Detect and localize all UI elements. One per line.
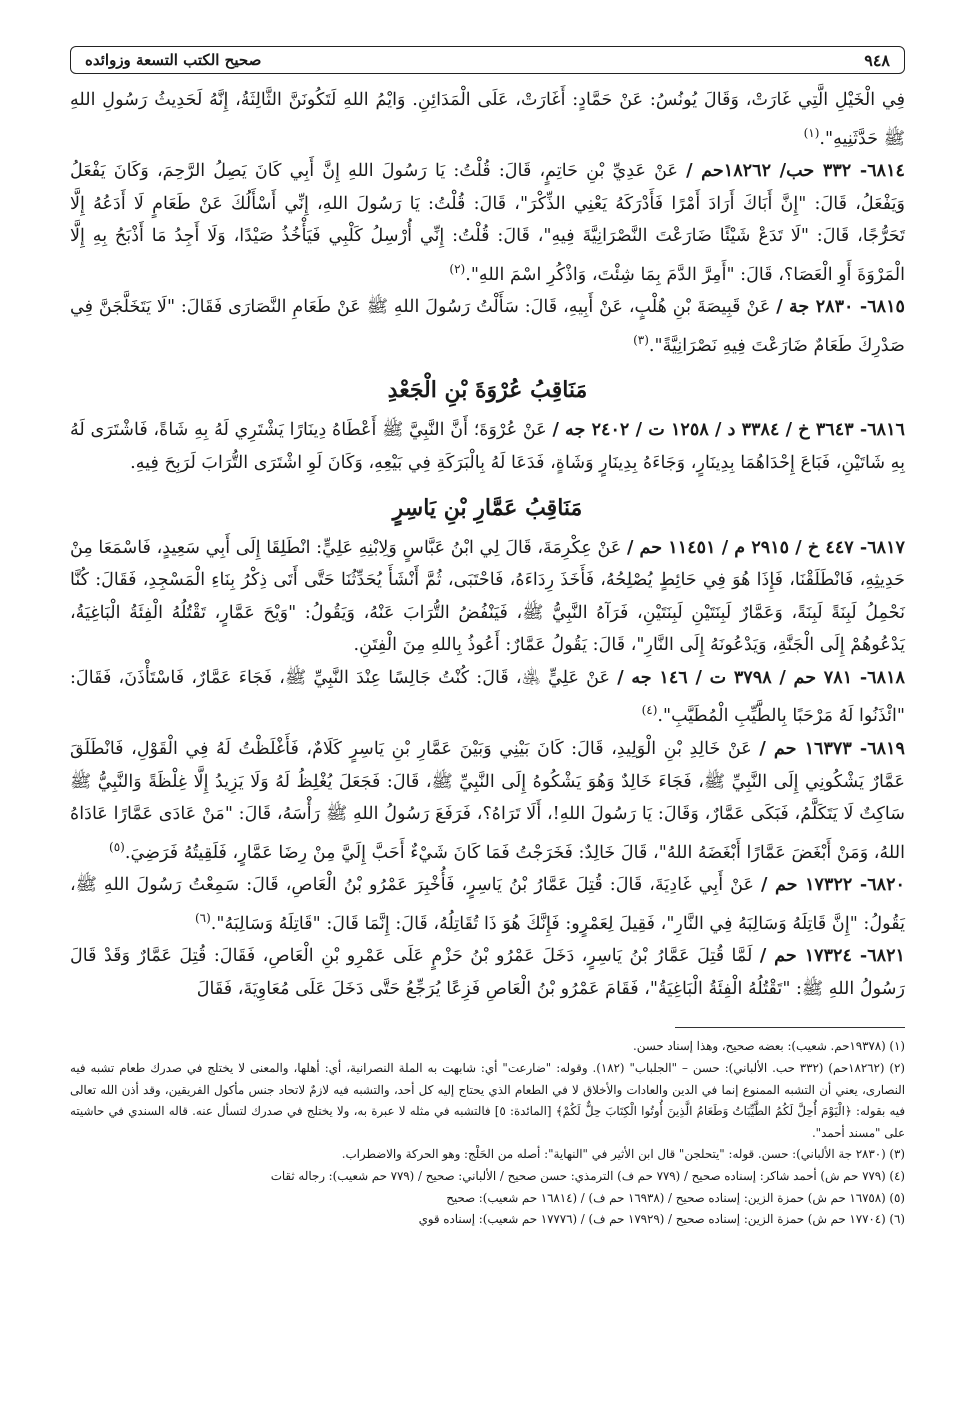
page — [70, 46, 905, 1231]
hadith-text: عَنْ أَبِي غَادِيَةَ، قَالَ: قُتِلَ عَمَّارُ بْنُ يَاسِرٍ، فَأُخْبِرَ عَمْرُو بْنُ الْعَاصِ، قَالَ: سَمِعْتُ رَسُولَ اللهِ ﷺ، يَقُولُ: "إِنَّ قَاتِلَهُ وَسَالِبَهُ فِي النَّارِ"، فَقِيلَ لِعَمْرٍو: فَإِنَّكَ هُوَ ذَا تُقَاتِلُهُ، قَالَ: إِنَّمَا قَالَ: "قَاتِلَهُ وَسَالِبَهُ". — [70, 875, 905, 934]
hadith-text: عَنْ عَلِيٍّ ﵁، قَالَ: كُنْتُ جَالِسًا عِنْدَ النَّبِيِّ ﷺ، فَجَاءَ عَمَّارٌ، فَاسْتَأْذَنَ، فَقَالَ: "ائْذَنُوا لَهُ مَرْحَبًا بِالطَّيِّبِ الْمُطَيَّبِ". — [70, 667, 905, 727]
hadith-text: عَنْ قَبِيصَةَ بْنِ هُلْبٍ، عَنْ أَبِيهِ، قَالَ: سَأَلْتُ رَسُولَ اللهِ ﷺ عَنْ طَعَامِ النَّصَارَى فَقَالَ: "لَا يَتَخَلَّجَنَّ فِي صَدْرِكَ طَعَامٌ ضَارَعْتَ فِيهِ نَصْرَانِيَّةً". — [70, 297, 905, 356]
hadith-6816 — [70, 414, 905, 479]
hadith-6814 — [70, 155, 905, 291]
hadith-number: ٦٨١٨- ٧٨١ حم / ٣٧٩٨ ت / ١٤٦ جه / — [617, 666, 905, 688]
footnote: (٣) (٢٨٣٠ جة الألباني): حسن. قوله: "يتحلجن" قال ابن الأثير في "النهاية": أصله من الحَلْج: وهو الحركة والاضطراب. — [341, 1147, 905, 1162]
hadith-text: عَنْ عُرْوَةَ؛ أَنَّ النَّبِيَّ ﷺ أَعْطَاهُ دِينَارًا يَشْتَرِي لَهُ بِهِ شَاةً، فَاشْتَرَى لَهُ بِهِ شَاتَيْنِ، فَبَاعَ إِحْدَاهُمَا بِدِينَارٍ، وَجَاءَهُ بِدِينَارٍ وَشَاةٍ، فَدَعَا لَهُ بِالْبَرَكَةِ فِي بَيْعِهِ، وَكَانَ لَوِ اشْتَرَى التُّرَابَ لَرَبِحَ فِيهِ. — [70, 420, 905, 473]
main-text — [70, 84, 905, 1005]
book-title: صحيح الكتب التسعة وزوائده — [85, 51, 262, 69]
hadith-number: ٦٨١٤- ٣٣٢ حب/ ١٨٢٦٢حم / — [686, 160, 905, 182]
footnote-ref: (١) — [803, 125, 820, 140]
hadith-6820 — [70, 869, 905, 940]
footnote: (٥) (١٦٧٥٨ حم ش) حمزة الزين: إسناده صحيح / (١٦٩٣٨ حم ف) / (١٦٨١٤ حم شعيب): صحيح — [446, 1190, 905, 1205]
hadith-number: ٦٨٢٠- ١٧٣٢٢ حم / — [761, 874, 905, 896]
page-number: ٩٤٨ — [864, 50, 890, 70]
running-header — [70, 46, 905, 74]
footnote-ref: (٣) — [633, 332, 649, 347]
footnote: (٦) (١٧٧٠٤ حم ش) حمزة الزين: إسناده صحيح / (١٧٩٢٩ حم ف) / (١٧٧٧٦ حم شعيب): إسناده قوي — [418, 1212, 905, 1227]
section-heading-urwa: مَنَاقِبُ عُرْوَةَ بْنِ الْجَعْدِ — [387, 377, 588, 404]
hadith-6815 — [70, 291, 905, 362]
hadith-6817 — [70, 532, 905, 662]
footnote-ref: (٥) — [109, 839, 125, 854]
section-heading-ammar: مَنَاقِبُ عَمَّارِ بْنِ يَاسِرٍ — [392, 494, 583, 521]
footnote: (١) (١٩٣٧٨حم. شعيب): بعضه صحيح، وهذا إسناد حسن. — [633, 1039, 905, 1054]
hadith-number: ٦٨١٦- ٣٦٤٣ خ / ٣٣٨٤ د / ١٢٥٨ ت / ٢٤٠٢ جه / — [552, 419, 905, 441]
footnote-divider — [675, 1027, 905, 1028]
hadith-6819 — [70, 733, 905, 869]
hadith-number: ٦٨١٧- ٤٤٧ خ / ٢٩١٥ م / ١١٤٥١ حم / — [626, 536, 906, 558]
hadith-text: عَنْ خَالِدِ بْنِ الْوَلِيدِ، قَالَ: كَانَ بَيْنِي وَبَيْنَ عَمَّارِ بْنِ يَاسِرٍ كَلَامٌ، فَأَغْلَظْتُ لَهُ فِي الْقَوْلِ، فَانْطَلَقَ عَمَّارٌ يَشْكُونِي إِلَى النَّبِيِّ ﷺ، فَجَاءَ خَالِدٌ وَهُوَ يَشْكُوهُ إِلَى النَّبِيِّ ﷺ، قَالَ: فَجَعَلَ يُغْلِظُ لَهُ وَلَا يَزِيدُ إِلَّا غِلْظَةً وَالنَّبِيُّ ﷺ سَاكِتٌ لَا يَتَكَلَّمُ، فَبَكَى عَمَّارٌ، وَقَالَ: يَا رَسُولَ اللهِ!، أَلَا تَرَاهُ؟، فَرَفَعَ رَسُولُ اللهِ ﷺ رَأْسَهُ، قَالَ: "مَنْ عَادَى عَمَّارًا عَادَاهُ اللهُ، وَمَنْ أَبْغَضَ عَمَّارًا أَبْغَضَهُ اللهُ"، قَالَ خَالِدٌ: فَخَرَجْتُ فَمَا كَانَ شَيْءٌ أَحَبَّ إِلَيَّ مِنْ رِضَا عَمَّارٍ، فَلَقِيتُهُ فَرَضِيَ. — [70, 738, 905, 863]
hadith-text: لَمَّا قُتِلَ عَمَّارُ بْنُ يَاسِرٍ، دَخَلَ عَمْرُو بْنُ حَزْمٍ عَلَى عَمْرِو بْنِ الْعَاصِ، فَقَالَ: قُتِلَ عَمَّارٌ وَقَدْ قَالَ رَسُولُ اللهِ ﷺ: "تَقْتُلُهُ الْفِئَةُ الْبَاغِيَةُ"، فَقَامَ عَمْرُو بْنُ الْعَاصِ فَزِعًا يُرَجِّعُ حَتَّى دَخَلَ عَلَى مُعَاوِيَةَ، فَقَالَ — [70, 946, 905, 999]
hadith-6818 — [70, 662, 905, 733]
footnote: (٤) (٧٧٩ حم ش) أحمد شاكر: إسناده صحيح / (٧٧٩ حم ف) الترمذي: حسن صحيح / الألباني: صحيح / (٧٧٩ حم شعيب): رجاله ثقات — [270, 1168, 905, 1183]
footnote-ref: (٦) — [194, 910, 211, 925]
hadith-continuation — [70, 84, 905, 155]
hadith-number: ٦٨١٩- ١٦٣٧٣ حم / — [759, 737, 906, 759]
hadith-number: ٦٨١٥- ٢٨٣٠ جة / — [776, 296, 905, 318]
hadith-text: عَنْ عَدِيِّ بْنِ حَاتِمٍ، قَالَ: قُلْتُ: يَا رَسُولَ اللهِ إِنَّ أَبِي كَانَ يَصِلُ الرَّحِمَ، وَكَانَ يَفْعَلُ وَيَفْعَلُ، قَالَ: "إِنَّ أَبَاكَ أَرَادَ أَمْرًا فَأَدْرَكَهُ يَعْنِي الذِّكْرَ"، قَالَ: قُلْتُ: يَا رَسُولَ اللهِ، إِنِّي أَسْأَلُكَ عَنْ طَعَامٍ لَا أَدَعُهُ إِلَّا تَحَرُّجًا، قَالَ: "لَا تَدَعْ شَيْئًا ضَارَعْتَ النَّصْرَانِيَّةَ فِيهِ"، قَالَ: قُلْتُ: إِنِّي أُرْسِلُ كَلْبِي فَيَأْخُذُ صَيْدًا، وَلَا أَجِدُ مَا أَذْبَحُ بِهِ إِلَّا الْمَرْوَةَ أَوِ الْعَصَا؟، قَالَ: "أَمِرَّ الدَّمَ بِمَا شِئْتَ، وَاذْكُرِ اسْمَ اللهِ". — [70, 161, 905, 285]
footnote-ref: (٤) — [641, 703, 658, 718]
hadith-text: عَنْ عِكْرِمَةَ، قَالَ لِي ابْنُ عَبَّاسٍ وَلِابْنِهِ عَلِيٍّ: انْطَلِقَا إِلَى أَبِي سَعِيدٍ، فَاسْمَعَا مِنْ حَدِيثِهِ، فَانْطَلَقْنَا، فَإِذَا هُوَ فِي حَائِطٍ يُصْلِحُهُ، فَأَخَذَ رِدَاءَهُ، فَاحْتَبَى، ثُمَّ أَنْشَأَ يُحَدِّثُنَا حَتَّى أَتَى ذِكْرُ بِنَاءِ الْمَسْجِدِ، فَقَالَ: كُنَّا نَحْمِلُ لَبِنَةً لَبِنَةً، وَعَمَّارٌ لَبِنَتَيْنِ لَبِنَتَيْنِ، فَرَآهُ النَّبِيُّ ﷺ، فَيَنْفُضُ التُّرَابَ عَنْهُ، وَيَقُولُ: "وَيْحَ عَمَّارٍ، تَقْتُلُهُ الْفِئَةُ الْبَاغِيَةُ، يَدْعُوهُمْ إِلَى الْجَنَّةِ، وَيَدْعُونَهُ إِلَى النَّارِ"، قَالَ: يَقُولُ عَمَّارٌ: أَعُوذُ بِاللهِ مِنَ الْفِتَنِ. — [70, 537, 905, 656]
footnote: (٢) (١٨٢٦٢حم) (٣٣٢ حب. الألباني): حسن – "الجلباب" (١٨٢). وقوله: "ضارعت" أي: شابهت به الملة النصرانية، أي: أهلها، والمعنى لا يختلج في صدرك طعام تشبه فيه النصارى، يعني أن التشبه الممنوع إنما في الدين والعادات والأخلاق لا في الطعام الذي يحتاج إليه كل أحد، والتشبه فيه لازمٌ لاتحاد جنس مأكول الفريقين، وقد أذن الله تعالى فيه بقوله: ﴿الْيَوْمَ أُحِلَّ لَكُمُ الطَّيِّبَاتُ وَطَعَامُ الَّذِينَ أُوتُوا الْكِتَابَ حِلٌّ لَكُمْ﴾ [المائدة: ٥] فالتشبه في مثله لا عبرة به، ولا يختلج في صدرك لتسأل عنه. قاله السندي في حاشيته على "مسند أحمد". — [70, 1061, 906, 1140]
footnote-ref: (٢) — [449, 261, 466, 276]
footnotes — [70, 1036, 905, 1230]
hadith-6821 — [70, 940, 905, 1005]
hadith-number: ٦٨٢١- ١٧٣٢٤ حم / — [759, 945, 905, 967]
hadith-text: فِي الْخَيْلِ الَّتِي غَارَتْ، وَقَالَ يُونُسُ: عَنْ حَمَّادٍ: أَغَارَتْ، عَلَى الْمَدَائِنِ. وَايْمُ اللهِ لَتَكُونَنَّ الثَّالِثَةُ، إِنَّهُ لَحَدِيثُ رَسُولِ اللهِ ﷺ حَدَّثَنِيهِ". — [70, 90, 905, 149]
